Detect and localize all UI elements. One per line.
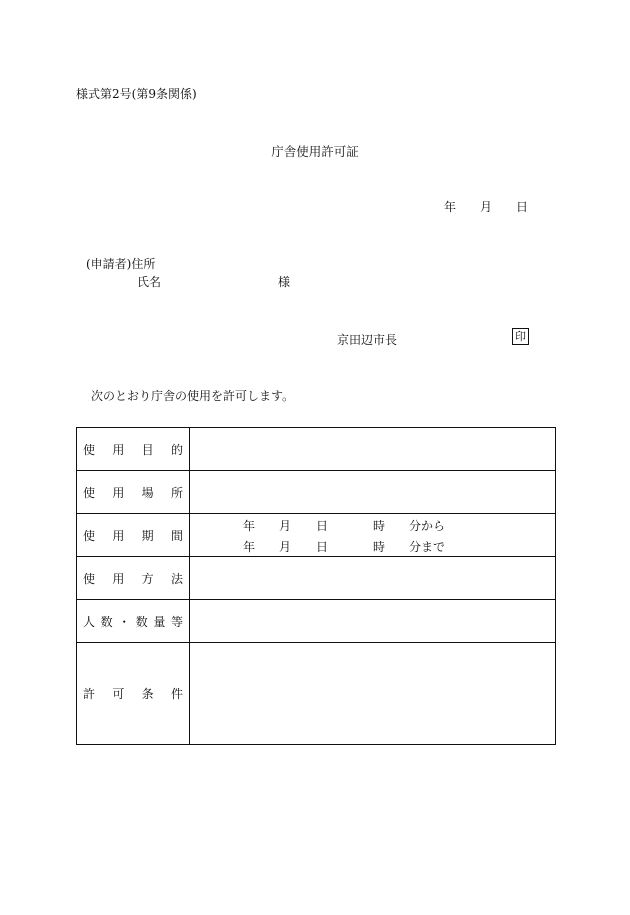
label-char: 用 [112, 485, 125, 500]
row-value [190, 643, 556, 745]
label-char: 人 [83, 614, 96, 629]
period-start-minute: 分から [409, 519, 446, 533]
label-char: 間 [170, 528, 183, 543]
permit-statement: 次のとおり庁舎の使用を許可します。 [91, 389, 295, 403]
table-row-period [77, 514, 556, 557]
table-row-conditions [77, 643, 556, 745]
label-char: 方 [141, 571, 154, 586]
label-char: 法 [170, 571, 183, 586]
row-label [77, 600, 190, 643]
label-char: 期 [141, 528, 154, 543]
label-char: 可 [112, 687, 125, 701]
label-char: 用 [112, 528, 125, 543]
label-char: 使 [83, 442, 96, 457]
label-char: 使 [83, 485, 96, 500]
label-char: 用 [112, 442, 125, 457]
label-char: 等 [170, 614, 183, 629]
table-row-purpose [77, 428, 556, 471]
period-end-hour: 時 [373, 540, 386, 554]
date-year: 年 [444, 200, 457, 214]
period-start-day: 日 [316, 519, 329, 533]
applicant-honorific: 様 [278, 275, 291, 289]
label-char: 数 [100, 614, 113, 629]
period-start-month: 月 [279, 519, 292, 533]
label-char: 条 [141, 687, 154, 701]
date-month: 月 [480, 200, 493, 214]
date-day: 日 [516, 200, 529, 214]
label-char: 使 [83, 571, 96, 586]
permit-table [76, 427, 556, 745]
applicant-address-label: (申請者)住所 [86, 257, 156, 271]
label-char: 的 [170, 442, 183, 457]
label-char: 許 [83, 687, 96, 701]
row-value [190, 557, 556, 600]
row-label [77, 643, 190, 745]
row-label [77, 557, 190, 600]
row-value-period [190, 514, 556, 557]
label-char: 場 [141, 485, 154, 500]
applicant-name-label: 氏名 [137, 275, 162, 289]
table-row-place [77, 471, 556, 514]
row-value [190, 600, 556, 643]
row-value [190, 471, 556, 514]
seal-mark: 印 [512, 328, 529, 345]
row-label [77, 514, 190, 557]
label-char: 件 [170, 687, 183, 701]
period-end-month: 月 [279, 540, 292, 554]
issuer-title: 京田辺市長 [337, 333, 398, 347]
period-end-minute: 分まで [409, 540, 446, 554]
label-char: 所 [170, 485, 183, 500]
date-line [444, 198, 528, 215]
row-label [77, 428, 190, 471]
period-end-year: 年 [243, 540, 256, 554]
label-char: 目 [141, 442, 154, 457]
table-row-quantity [77, 600, 556, 643]
label-char: 数 [135, 614, 148, 629]
period-end-day: 日 [316, 540, 329, 554]
period-start-year: 年 [243, 519, 256, 533]
period-start-hour: 時 [373, 519, 386, 533]
row-label [77, 471, 190, 514]
table-row-method [77, 557, 556, 600]
document-title: 庁舎使用許可証 [271, 144, 359, 159]
form-number: 様式第2号(第9条関係) [76, 87, 197, 101]
row-value [190, 428, 556, 471]
label-char: 使 [83, 528, 96, 543]
label-char: ・ [118, 614, 131, 629]
label-char: 量 [153, 614, 166, 629]
label-char: 用 [112, 571, 125, 586]
